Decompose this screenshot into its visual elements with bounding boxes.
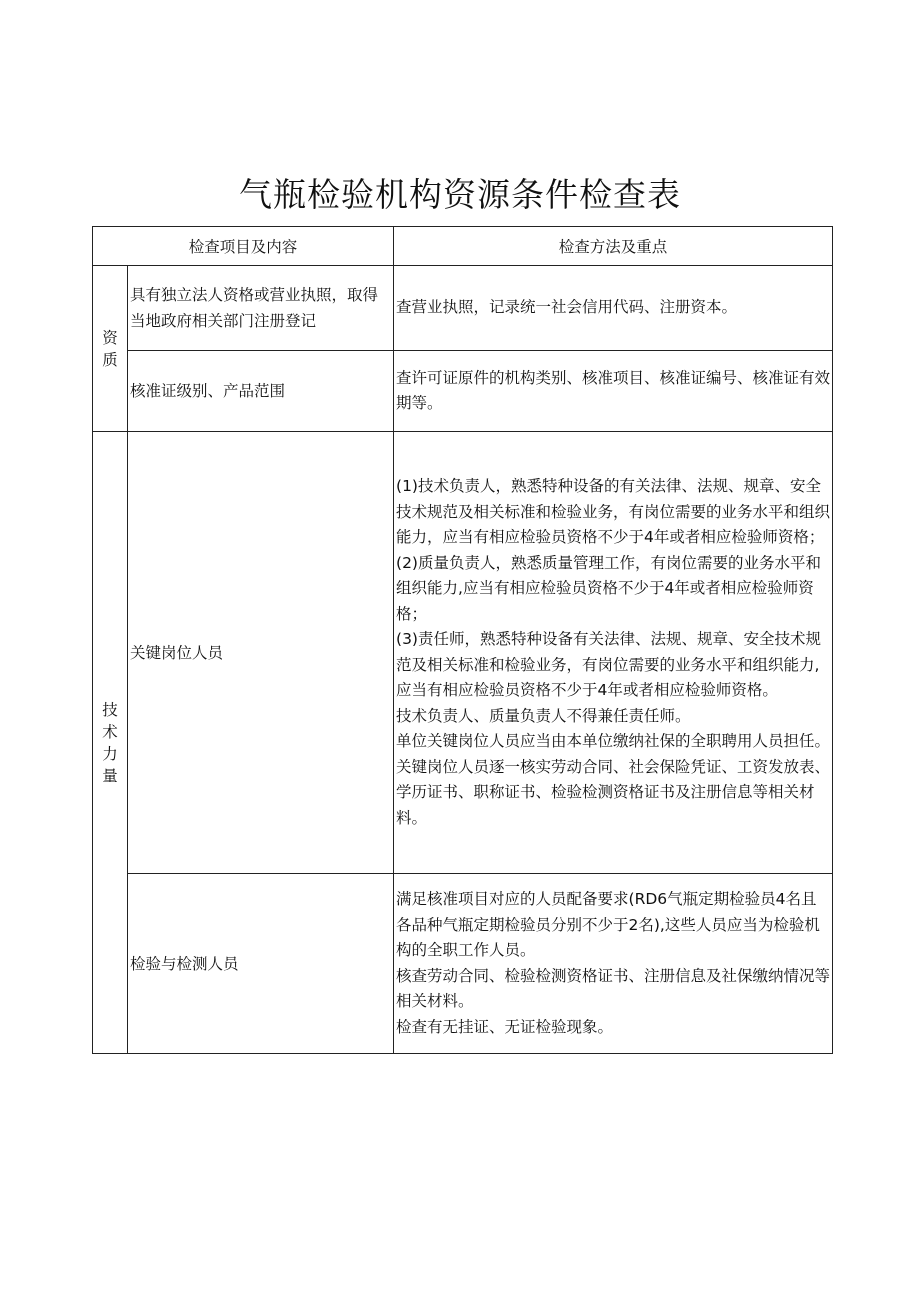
header-item: 检查项目及内容	[93, 227, 394, 266]
inspection-table	[92, 226, 833, 1054]
page-title: 气瓶检验机构资源条件检查表	[239, 175, 681, 214]
table-row	[93, 351, 833, 432]
method-inspection-staff: 满足核准项目对应的人员配备要求(RD6气瓶定期检验员4名且各品种气瓶定期检验员分别不少于2名),这些人员应当为检验机构的全职工作人员。 核查劳动合同、检验检测资格证书、注册信息及社保缴纳情况等相关材料。 检查有无挂证、无证检验现象。	[394, 874, 833, 1054]
item-legal-entity: 具有独立法人资格或营业执照，取得当地政府相关部门注册登记	[128, 266, 394, 351]
header-method: 检查方法及重点	[394, 227, 833, 266]
method-legal-entity: 查营业执照，记录统一社会信用代码、注册资本。	[394, 266, 833, 351]
method-key-personnel: (1)技术负责人，熟悉特种设备的有关法律、法规、规章、安全技术规范及相关标准和检验业务，有岗位需要的业务水平和组织能力，应当有相应检验员资格不少于4年或者相应检验师资格； (2)质量负责人，熟悉质量管理工作，有岗位需要的业务水平和组织能力,应当有相应检验员资格不少于4年或者相应检验师资格； (3)责任师，熟悉特种设备有关法律、法规、规章、安全技术规范及相关标准和检验业务，有岗位需要的业务水平和组织能力,应当有相应检验员资格不少于4年或者相应检验师资格。 技术负责人、质量负责人不得兼任责任师。 单位关键岗位人员应当由本单位缴纳社保的全职聘用人员担任。 关键岗位人员逐一核实劳动合同、社会保险凭证、工资发放表、学历证书、职称证书、检验检测资格证书及注册信息等相关材料。	[394, 432, 833, 874]
item-inspection-staff: 检验与检测人员	[128, 874, 394, 1054]
method-license-level: 查许可证原件的机构类别、核准项目、核准证编号、核准证有效期等。	[394, 351, 833, 432]
table-header-row	[93, 227, 833, 266]
category-technical-strength: 技 术 力 量	[93, 432, 128, 1054]
table-row	[93, 874, 833, 1054]
item-license-level: 核准证级别、产品范围	[128, 351, 394, 432]
table-row	[93, 432, 833, 874]
item-key-personnel: 关键岗位人员	[128, 432, 394, 874]
category-qualification: 资 质	[93, 266, 128, 432]
table-row	[93, 266, 833, 351]
